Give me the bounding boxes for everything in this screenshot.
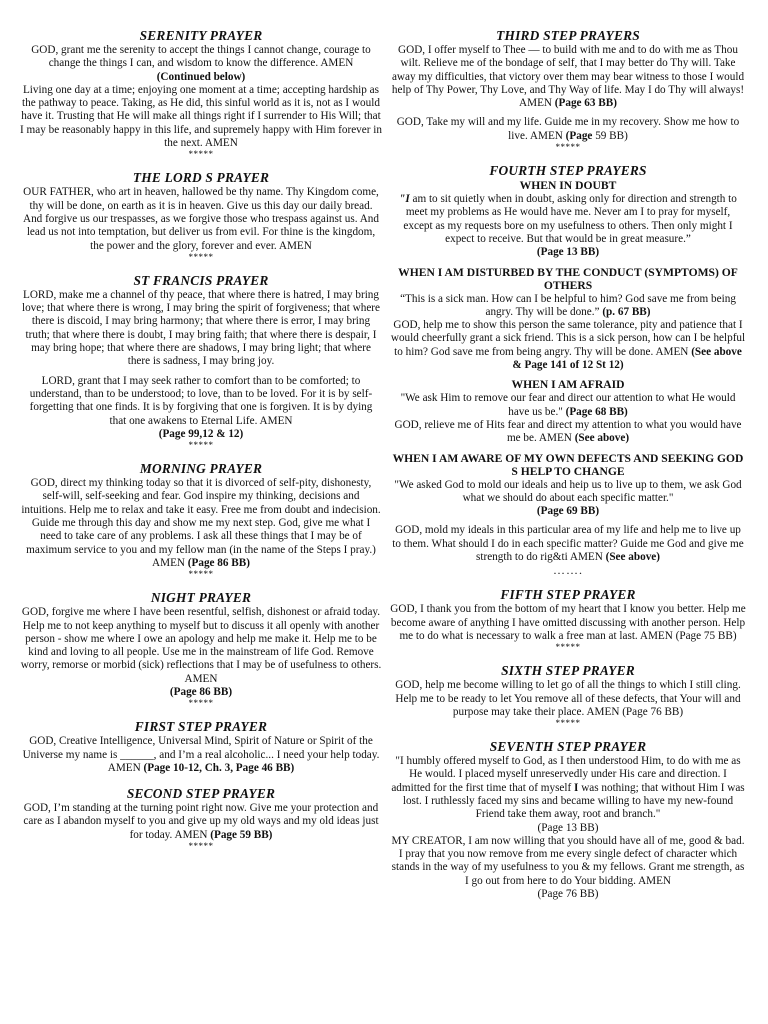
prayer-text: GOD, Creative Intelligence, Universal Mind, Spirit of Nature or Spirit of the Universe my name is ______, and I’m a real alcoholic... I need your help today. AMEN [22, 735, 380, 774]
star-divider: ***** [188, 841, 214, 852]
lords-prayer-section [20, 170, 382, 261]
morning-prayer-section [20, 461, 382, 579]
prayer-text: Living one day at a time; enjoying one moment at a time; accepting hardship as the pathway to peace. Taking, as He did, this sinful world as it is, not as I would have it. Trusting that He will make all things right if I surrender to His Will; that I may be reasonably happy in this life, and supremely happy with Him forever in the next. AMEN [20, 83, 382, 150]
prayer-text: GOD, help me to show this person the same tolerance, pity and patience that I would cheerfully grant a sick friend. This is a sick person, how can I be helpful to him? God save me from being angry. Thy will be done. AMEN [390, 319, 746, 358]
star-divider: ***** [188, 251, 214, 262]
page-reference: (See above) [574, 432, 630, 445]
page-reference: (Page 13 BB) [536, 246, 600, 259]
subsection-title: WHEN I AM AWARE OF MY OWN DEFECTS AND SEEKING GOD S HELP TO CHANGE [392, 451, 744, 478]
star-divider: ***** [555, 642, 581, 653]
quote-text: was nothing; that without Him I was lost. I ruthlessly faced my sins and became willing to have my new-found Friend take them away, root and branch." [402, 781, 745, 821]
page-reference: (p. 67 BB) [602, 305, 651, 318]
quote-text: "We ask Him to remove our fear and direct our attention to what He would have us be." [400, 392, 736, 418]
prayer-text: GOD, grant me the serenity to accept the things I cannot change, courage to change the things I can, and wisdom to know the difference. AMEN [31, 44, 371, 70]
prayer-text: GOD, help me become willing to let go of all the things to which I still cling. Help me to be ready to let You remove all of these defects, that Your will and purpose may take their place. AMEN (Page 76 BB) [395, 679, 741, 718]
quote-text: "I humbly offered myself to God, as I then understood Him, to do with me as He would. I placed myself unreservedly under His care and direction. I admitted for the first time that of myself [391, 755, 741, 794]
prayer-text: GOD, direct my thinking today so that it is divorced of self-pity, dishonesty, self-will, self-seeking and fear. God inspire my thinking, decisions and intuitions. Help me to relax and take it easy. Free me from doubt and indecision. Guide me through this day and show me my next step. God, give me what I need to take care of any problems. I ask all these things that I may be of maximum service to you and my fellow man (in the name of the Steps I pray.) AMEN [21, 477, 381, 569]
first-step-prayer-section [20, 719, 382, 775]
page-reference: (Page 10-12, Ch. 3, Page 46 BB) [143, 761, 295, 774]
sixth-step-prayer-section [390, 663, 746, 728]
section-title: MORNING PRAYER [139, 461, 263, 477]
section-title: ST FRANCIS PRAYER [133, 272, 269, 288]
star-divider: ***** [188, 149, 214, 160]
fifth-step-prayer-section [390, 587, 746, 652]
prayer-text: GOD, relieve me of Hits fear and direct my attention to what you would have me be. AMEN [394, 418, 742, 445]
section-title: FIFTH STEP PRAYER [500, 587, 636, 603]
star-divider: ***** [188, 440, 214, 451]
continued-note: (Continued below) [156, 70, 246, 83]
quote-text: "We asked God to mold our ideals and heip us to live up to them, we ask God what we should do about each specific matter." [394, 478, 742, 504]
subsection-title: WHEN IN DOUBT [519, 179, 617, 193]
section-title: SECOND STEP PRAYER [126, 786, 276, 802]
section-title: SIXTH STEP PRAYER [501, 663, 635, 679]
page-reference: (Page 69 BB) [536, 505, 600, 518]
prayer-text: GOD, I thank you from the bottom of my heart that I know you better. Help me become aware of anything I have omitted discussing with another person. Help me to do what is necessary to walk a free man at last. AMEN (Page 75 BB) [390, 603, 746, 642]
page-reference: (See above) [605, 551, 660, 564]
page-reference: (Page 99,12 & 12) [158, 427, 244, 440]
seventh-step-prayer-section [390, 739, 746, 901]
fourth-step-prayers-section [390, 163, 746, 576]
third-step-prayers-section [390, 28, 746, 152]
quote-text: am to sit quietly when in doubt, asking only for direction and strength to meet my problems as He would have me. Never am I to pray for myself, except as my requests bore on my usefulness to others. Then only might I expect to receive. But that would be in great measure.” [403, 193, 737, 245]
page-reference: (Page [565, 129, 593, 142]
prayer-text: GOD, forgive me where I have been resentful, selfish, dishonest or afraid today. Help me to not keep anything to myself but to discuss it all openly with another person - show me where I owe an apology and help me make it. Help me to be kind and loving to all people. Use me in the mainstream of life God. Remove worry, remorse or morbid (sick) reflections that I may be of usefulness to others. AMEN [20, 606, 382, 685]
section-title: THIRD STEP PRAYERS [496, 28, 640, 43]
st-francis-prayer-section [20, 273, 382, 450]
section-title: SEVENTH STEP PRAYER [489, 739, 647, 755]
serenity-prayer-section [20, 28, 382, 159]
night-prayer-section [20, 590, 382, 708]
prayer-text: LORD, grant that I may seek rather to comfort than to be comforted; to understand, than to be understood; to love, than to be loved. For it is by self-forgetting that one finds. It is by forgiving that one is forgiven. It is by dying that one awakens to Eternal Life. AMEN [29, 374, 373, 427]
right-column [390, 28, 746, 912]
left-column [20, 28, 382, 862]
section-title: NIGHT PRAYER [150, 590, 252, 606]
star-divider: ***** [555, 142, 581, 153]
page-reference: (Page 86 BB) [169, 685, 233, 698]
quote-lead: "I [399, 193, 410, 206]
page-reference: (See above & Page 141 of 12 St 12) [512, 345, 742, 372]
prayer-text: LORD, make me a channel of thy peace, that where there is hatred, I may bring love; that where there is wrong, I may bring the spirit of forgiveness; that where there is discoid, I may bring harmony; that where there is error, I may bring truth; that where there is doubt, I may bring faith; that where there is despair, I may bring hope; that where there are shadows, I may bring light; that where there is sadness, I may bring joy. [21, 288, 380, 368]
section-title: FOURTH STEP PRAYERS [489, 163, 647, 179]
prayer-text: MY CREATOR, I am now willing that you should have all of me, good & bad. I pray that you now remove from me every single defect of character which stands in the way of my usefulness to you & my fellows. Grant me strength, as I go out from here to do Your bidding. AMEN [391, 834, 745, 887]
page-reference: (Page 76 BB) [537, 888, 599, 901]
star-divider: ***** [188, 698, 214, 709]
prayer-text: GOD, I offer myself to Thee — to build with me and to do with me as Thou wilt. Relieve me of the bondage of self, that I may better do Thy will. Take away my difficulties, that victory over them may bear witness to those I would help of Thy Power, Thy Love, and Thy Way of life. May I do Thy will always! AMEN [391, 44, 745, 110]
page-reference: 59 BB) [595, 129, 628, 142]
emphasis-word: I [574, 781, 579, 794]
prayer-text: GOD, I’m standing at the turning point right now. Give me your protection and care as I abandon myself to you and give up my old ways and my old ideas just for today. AMEN [23, 802, 379, 841]
subsection-title: WHEN I AM DISTURBED BY THE CONDUCT (SYMPTOMS) OF OTHERS [398, 265, 738, 292]
subsection-title: WHEN I AM AFRAID [511, 378, 625, 392]
dot-divider: ……. [553, 563, 583, 578]
star-divider: ***** [555, 718, 581, 729]
prayer-text: GOD, Take my will and my life. Guide me in my recovery. Show me how to live. AMEN [396, 116, 740, 142]
star-divider: ***** [188, 569, 214, 580]
prayer-text: OUR FATHER, who art in heaven, hallowed be thy name. Thy Kingdom come, thy will be done, on earth as it is in heaven. Give us this day our daily bread. And forgive us our trespasses, as we forgive those who trespass against us. And lead us not into temptation, but deliver us from evil. For thine is the kingdom, the power and the glory, forever and ever. AMEN [23, 186, 379, 252]
prayer-text: GOD, mold my ideals in this particular area of my life and help me to live up to them. What should I do in each specific matter? Guide me God and give me strength to do rig&ti AMEN [392, 524, 744, 564]
page-reference: (Page 13 BB) [537, 821, 599, 834]
page-reference: (Page 68 BB) [565, 405, 628, 418]
quote-text: “This is a sick man. How can I be helpful to him? God save me from being angry. Thy will be done.” [400, 292, 736, 318]
page-reference: (Page 59 BB) [210, 828, 273, 841]
section-title: FIRST STEP PRAYER [134, 719, 268, 735]
second-step-prayer-section [20, 786, 382, 851]
page-reference: (Page 63 BB) [554, 97, 617, 110]
page-reference: (Page 86 BB) [187, 556, 250, 569]
section-title: THE LORD S PRAYER [132, 170, 270, 186]
section-title: SERENITY PRAYER [139, 28, 263, 43]
